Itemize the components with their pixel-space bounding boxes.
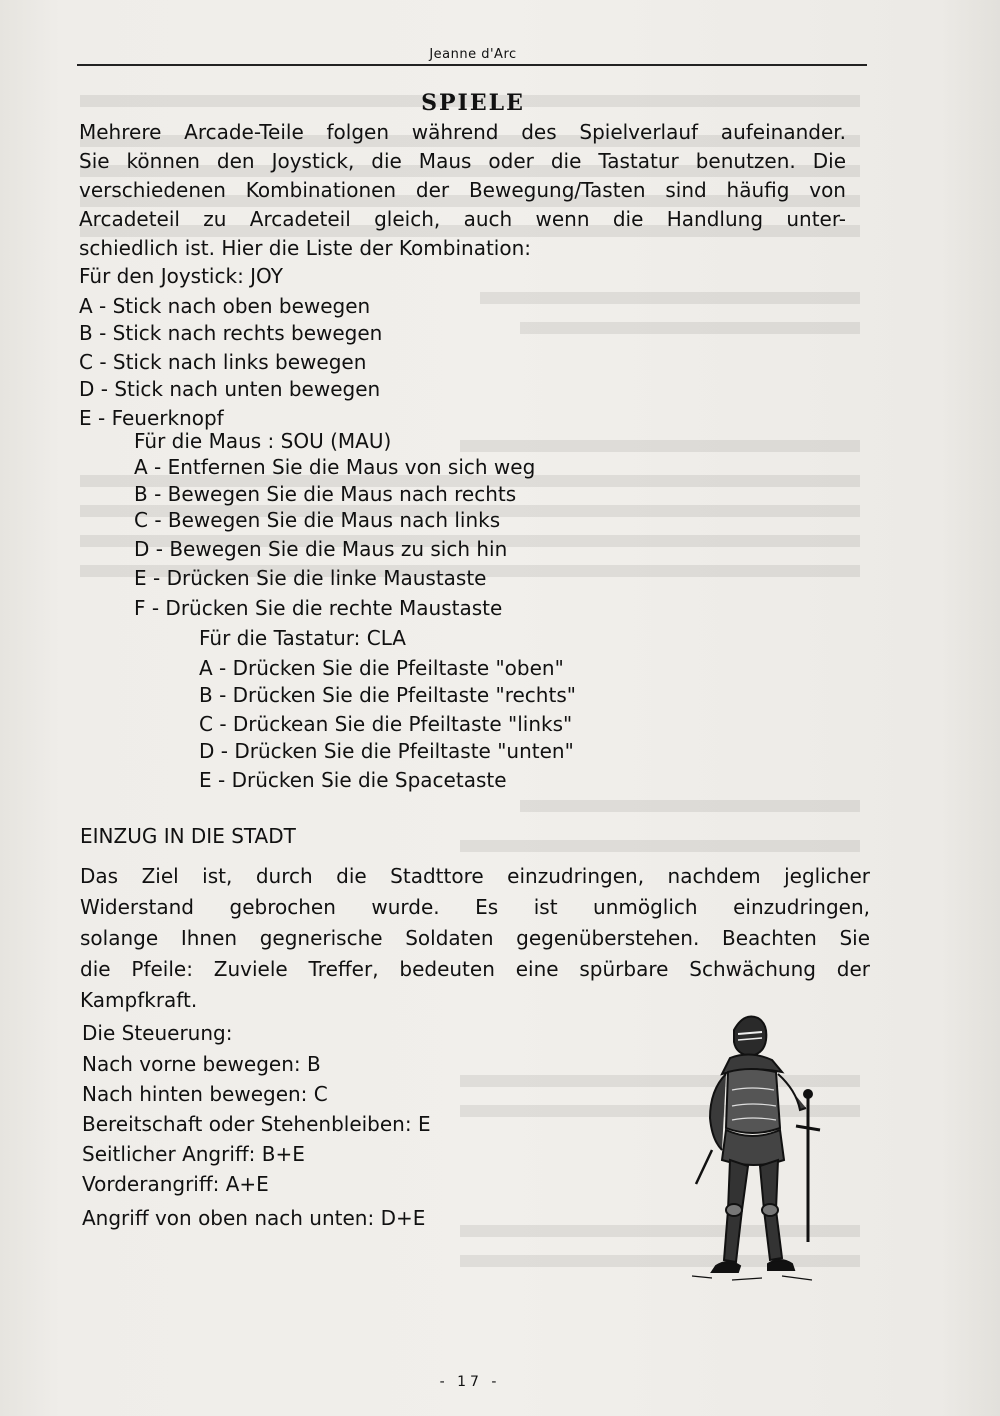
control-item: Nach vorne bewegen: B	[82, 1052, 321, 1076]
keyboard-item: B - Drücken Sie die Pfeiltaste "rechts"	[199, 683, 576, 707]
einzug-line: Kampfkraft.	[80, 988, 198, 1012]
mouse-item: F - Drücken Sie die rechte Maustaste	[134, 596, 503, 620]
header-rule	[77, 64, 867, 66]
spiele-intro-paragraph	[79, 118, 846, 263]
joystick-heading: Für den Joystick: JOY	[79, 264, 283, 288]
intro-line: Sie können den Joystick, die Maus oder die Tastatur benutzen. Die	[79, 149, 846, 173]
keyboard-list	[199, 654, 576, 795]
running-header: Jeanne d'Arc	[429, 47, 517, 62]
joystick-item: C - Stick nach links bewegen	[79, 350, 367, 374]
joystick-item: B - Stick nach rechts bewegen	[79, 321, 383, 345]
mouse-item: A - Entfernen Sie die Maus von sich weg	[134, 455, 536, 479]
keyboard-item: A - Drücken Sie die Pfeiltaste "oben"	[199, 656, 564, 680]
einzug-line: Widerstand gebrochen wurde. Es ist unmöglich einzudringen,	[80, 895, 870, 919]
intro-line: Arcadeteil zu Arcadeteil gleich, auch wenn die Handlung unter-	[79, 207, 846, 231]
controls-list	[82, 1049, 431, 1233]
control-item: Seitlicher Angriff: B+E	[82, 1142, 305, 1166]
joystick-list	[79, 292, 382, 433]
einzug-paragraph	[80, 861, 870, 1016]
mouse-item: C - Bewegen Sie die Maus nach links	[134, 508, 501, 532]
page-number: - 17 -	[439, 1374, 501, 1390]
control-item: Bereitschaft oder Stehenbleiben: E	[82, 1112, 431, 1136]
control-item: Nach hinten bewegen: C	[82, 1082, 328, 1106]
section-title-spiele: SPIELE	[421, 90, 525, 116]
mouse-item: B - Bewegen Sie die Maus nach rechts	[134, 482, 517, 506]
intro-line: schiedlich ist. Hier die Liste der Kombination:	[79, 236, 531, 260]
control-item: Angriff von oben nach unten: D+E	[82, 1206, 426, 1230]
section-title-einzug: EINZUG IN DIE STADT	[80, 824, 296, 848]
mouse-list	[134, 453, 535, 623]
intro-line: Mehrere Arcade-Teile folgen während des Spielverlauf aufeinander.	[79, 120, 846, 144]
knight-illustration	[672, 1010, 832, 1290]
mouse-item: D - Bewegen Sie die Maus zu sich hin	[134, 537, 508, 561]
joystick-item: A - Stick nach oben bewegen	[79, 294, 371, 318]
einzug-line: Das Ziel ist, durch die Stadttore einzudringen, nachdem jeglicher	[80, 864, 870, 888]
einzug-line: solange Ihnen gegnerische Soldaten gegenüberstehen. Beachten Sie	[80, 926, 870, 950]
joystick-item: E - Feuerknopf	[79, 406, 224, 430]
keyboard-item: E - Drücken Sie die Spacetaste	[199, 768, 507, 792]
mouse-item: E - Drücken Sie die linke Maustaste	[134, 566, 487, 590]
joystick-item: D - Stick nach unten bewegen	[79, 377, 381, 401]
keyboard-heading: Für die Tastatur: CLA	[199, 626, 406, 650]
mouse-heading: Für die Maus : SOU (MAU)	[134, 429, 392, 453]
control-item: Vorderangriff: A+E	[82, 1172, 269, 1196]
keyboard-item: D - Drücken Sie die Pfeiltaste "unten"	[199, 739, 574, 763]
einzug-line: die Pfeile: Zuviele Treffer, bedeuten eine spürbare Schwächung der	[80, 957, 870, 981]
keyboard-item: C - Drückean Sie die Pfeiltaste "links"	[199, 712, 573, 736]
intro-line: verschiedenen Kombinationen der Bewegung/Tasten sind häufig von	[79, 178, 846, 202]
controls-heading: Die Steuerung:	[82, 1021, 233, 1045]
